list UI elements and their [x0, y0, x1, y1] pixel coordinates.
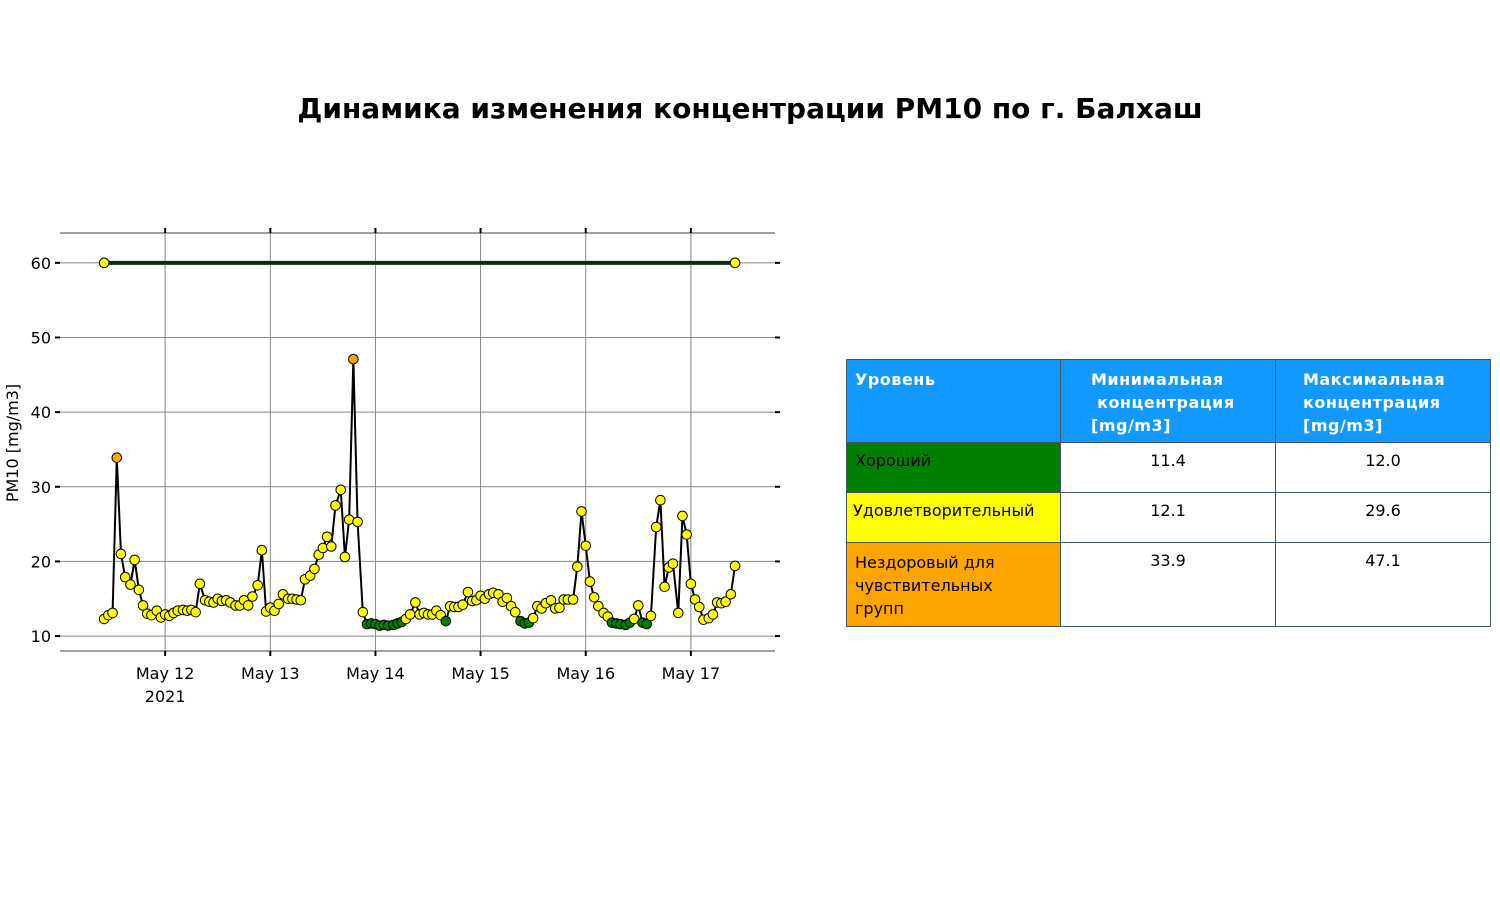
data-point	[253, 581, 263, 591]
data-point	[191, 607, 201, 617]
data-point	[130, 555, 140, 565]
data-point	[694, 602, 704, 612]
header-max-line2: концентрация	[1303, 393, 1441, 412]
x-tick-label: May 16	[556, 664, 616, 683]
x-tick-label: May 14	[346, 664, 405, 683]
data-point	[322, 532, 332, 542]
data-point	[673, 608, 683, 618]
data-point	[510, 607, 520, 617]
data-point	[668, 559, 678, 569]
data-point	[656, 495, 666, 505]
level-cell-unhealthy: Нездоровый для чувствительных групп	[847, 543, 1061, 627]
data-point	[310, 564, 320, 574]
data-point	[573, 562, 583, 572]
header-max	[1276, 360, 1491, 443]
data-point	[634, 601, 644, 611]
table-header-row	[847, 360, 1491, 443]
data-point	[411, 598, 421, 608]
data-point	[730, 561, 740, 571]
data-point	[326, 542, 336, 552]
data-point	[257, 545, 267, 555]
y-tick-label: 10	[30, 627, 51, 647]
data-point	[441, 616, 451, 626]
x-tick-label: May 15	[451, 664, 510, 683]
x-tick-label: May 13	[241, 664, 300, 683]
x-axis-ticks	[136, 228, 720, 706]
data-point	[458, 600, 468, 610]
min-cell: 12.1	[1061, 493, 1276, 543]
data-point	[243, 601, 253, 611]
header-min-line3: [mg/m3]	[1091, 416, 1171, 435]
min-cell: 33.9	[1061, 543, 1276, 627]
data-point	[108, 608, 118, 618]
data-point	[651, 522, 661, 532]
data-point	[682, 530, 692, 540]
min-cell: 11.4	[1061, 443, 1276, 493]
x-tick-label: May 17	[661, 664, 721, 683]
header-max-line1: Максимальная	[1303, 370, 1446, 389]
table-row	[847, 443, 1491, 493]
data-point	[340, 552, 350, 562]
table-row	[847, 543, 1491, 627]
pm10-line-chart	[0, 0, 800, 720]
y-tick-label: 20	[30, 552, 51, 572]
data-point	[585, 577, 595, 587]
max-cell: 47.1	[1276, 543, 1491, 627]
data-point	[353, 517, 363, 527]
series-layer	[99, 258, 739, 630]
data-point	[463, 587, 473, 597]
data-point	[405, 610, 415, 620]
y-tick-label: 60	[30, 253, 51, 273]
data-point	[589, 592, 599, 602]
x-tick-label: May 12	[135, 664, 195, 683]
header-max-line3: [mg/m3]	[1303, 416, 1383, 435]
data-point	[336, 485, 346, 495]
data-point	[726, 589, 736, 599]
data-point	[568, 595, 578, 605]
header-level: Уровень	[847, 360, 1061, 443]
data-point	[577, 507, 587, 517]
level-cell-good: Хороший	[847, 443, 1061, 493]
header-min	[1061, 360, 1276, 443]
max-cell: 12.0	[1276, 443, 1491, 493]
y-tick-label: 40	[30, 403, 51, 423]
data-point	[646, 611, 656, 621]
data-point	[660, 582, 670, 592]
level-cell-moderate: Удовлетворительный	[847, 493, 1061, 543]
data-point	[116, 549, 126, 559]
x-tick-sublabel: 2021	[144, 687, 186, 706]
max-cell: 29.6	[1276, 493, 1491, 543]
data-point	[274, 599, 284, 609]
data-point	[678, 511, 688, 521]
data-point	[195, 579, 205, 589]
table-row	[847, 493, 1491, 543]
header-min-line2: концентрация	[1097, 393, 1235, 412]
data-point	[686, 579, 696, 589]
data-point	[134, 585, 144, 595]
header-min-line1: Минимальная	[1091, 370, 1224, 389]
data-point	[248, 592, 258, 602]
data-point	[331, 501, 341, 511]
concentration-levels-table	[846, 359, 1491, 627]
data-point	[528, 613, 538, 623]
data-point	[296, 595, 306, 605]
data-point	[126, 580, 136, 590]
data-point	[581, 541, 591, 551]
y-tick-label: 50	[30, 328, 51, 348]
y-axis-label: PM10 [mg/m3]	[3, 383, 22, 503]
limit-point	[99, 258, 109, 268]
y-tick-label: 30	[30, 477, 51, 497]
data-point	[112, 453, 122, 463]
limit-point	[730, 258, 740, 268]
chart-title: Динамика изменения концентрации PM10 по г. Балхаш	[297, 92, 1203, 125]
data-point	[358, 607, 368, 617]
data-point	[349, 354, 359, 364]
data-point	[708, 610, 718, 620]
